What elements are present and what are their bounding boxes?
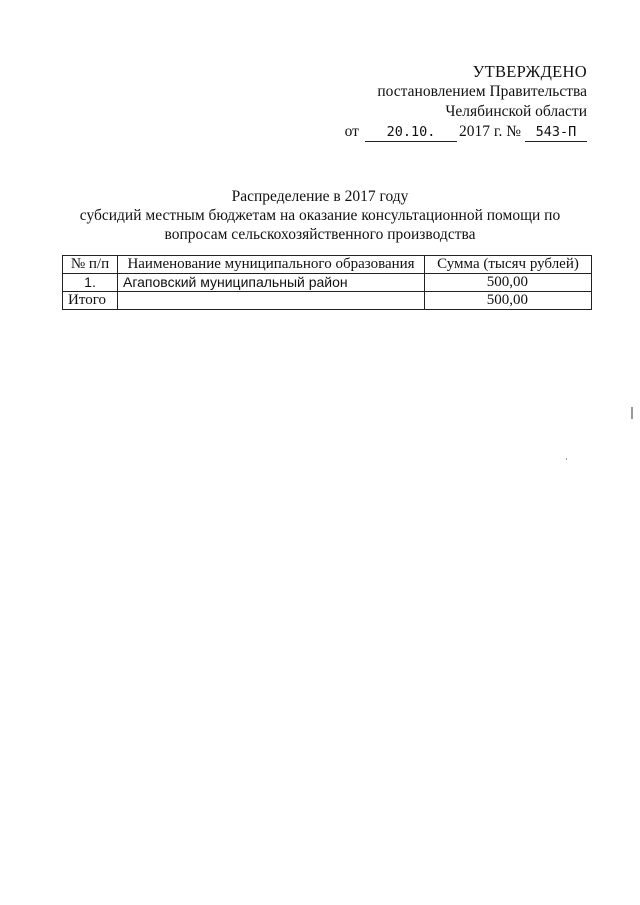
from-label: от (344, 123, 359, 140)
approval-block (345, 62, 587, 142)
title-line-3: вопросам сельскохозяйственного производства (164, 226, 476, 243)
row-sum: 500,00 (425, 274, 592, 292)
title-line-2: субсидий местным бюджетам на оказание консультационной помощи по (79, 207, 561, 224)
year-number-label: 2017 г. № (458, 123, 521, 140)
distribution-table (62, 255, 592, 310)
table-row (63, 274, 592, 292)
scan-speck (566, 458, 567, 460)
total-row (63, 292, 592, 310)
header-municipality: Наименование муниципального образования (118, 256, 425, 274)
approval-date-line (345, 122, 587, 142)
resolution-number: 543-П (525, 124, 587, 142)
total-sum: 500,00 (425, 292, 592, 310)
approval-line-region: Челябинской области (445, 103, 587, 120)
approval-date: 20.10. (365, 124, 457, 142)
total-municipality (118, 292, 425, 310)
document-title (50, 187, 590, 244)
table-header-row (63, 256, 592, 274)
approval-line-government: постановлением Правительства (377, 83, 587, 100)
scan-speck (631, 407, 633, 419)
row-municipality: Агаповский муниципальный район (118, 274, 425, 292)
title-line-1: Распределение в 2017 году (231, 188, 409, 205)
total-label: Итого (63, 292, 118, 310)
row-number: 1. (63, 274, 118, 292)
header-sum: Сумма (тысяч рублей) (425, 256, 592, 274)
approved-heading: УТВЕРЖДЕНО (472, 62, 587, 81)
header-number: № п/п (63, 256, 118, 274)
